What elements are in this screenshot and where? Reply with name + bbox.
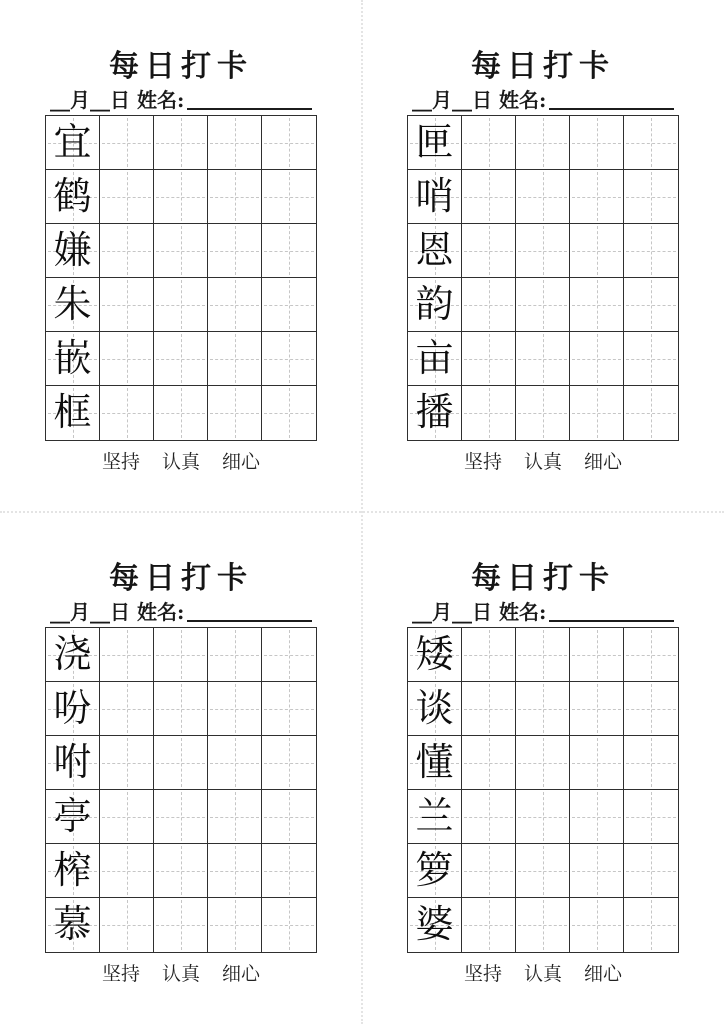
empty-practice-cell [100, 224, 154, 278]
date-name-line [412, 88, 674, 112]
practice-card-bottom-left [0, 512, 362, 1024]
name-blank-line [549, 90, 674, 110]
empty-practice-cell [208, 628, 262, 682]
model-character: 慕 [53, 902, 92, 946]
card-title: 每日打卡 [471, 561, 615, 596]
practice-grid [407, 115, 679, 441]
model-character: 匣 [415, 120, 454, 164]
empty-practice-cell [516, 736, 570, 790]
empty-practice-cell [516, 682, 570, 736]
empty-practice-cell [462, 170, 516, 224]
practice-card-top-right [362, 0, 724, 512]
practice-grid [45, 627, 317, 953]
model-character: 宜 [53, 120, 92, 164]
character-cell [46, 628, 100, 682]
empty-practice-cell [570, 224, 624, 278]
empty-practice-cell [154, 844, 208, 898]
empty-practice-cell [154, 224, 208, 278]
empty-practice-cell [154, 170, 208, 224]
model-character: 朱 [53, 282, 92, 326]
empty-practice-cell [570, 170, 624, 224]
model-character: 亩 [415, 336, 454, 380]
empty-practice-cell [462, 682, 516, 736]
empty-practice-cell [262, 332, 316, 386]
empty-practice-cell [262, 790, 316, 844]
model-character: 恩 [415, 228, 454, 272]
character-cell [408, 332, 462, 386]
empty-practice-cell [570, 386, 624, 440]
character-cell [46, 278, 100, 332]
model-character: 亭 [53, 794, 92, 838]
model-character: 兰 [415, 794, 454, 838]
model-character: 婆 [415, 902, 454, 946]
model-character: 箩 [415, 848, 454, 892]
empty-practice-cell [208, 116, 262, 170]
empty-practice-cell [570, 116, 624, 170]
empty-practice-cell [154, 790, 208, 844]
model-character: 嫌 [53, 228, 92, 272]
character-cell [46, 116, 100, 170]
empty-practice-cell [516, 278, 570, 332]
empty-practice-cell [262, 682, 316, 736]
empty-practice-cell [100, 116, 154, 170]
empty-practice-cell [516, 116, 570, 170]
motto-text: 坚持 认真 细心 [101, 451, 261, 473]
name-blank-line [187, 90, 312, 110]
character-cell [46, 790, 100, 844]
empty-practice-cell [624, 844, 678, 898]
character-cell [46, 736, 100, 790]
empty-practice-cell [462, 628, 516, 682]
card-title: 每日打卡 [109, 561, 253, 596]
empty-practice-cell [462, 844, 516, 898]
empty-practice-cell [462, 116, 516, 170]
empty-practice-cell [516, 386, 570, 440]
empty-practice-cell [262, 844, 316, 898]
date-name-line [50, 88, 312, 112]
empty-practice-cell [100, 898, 154, 952]
empty-practice-cell [570, 898, 624, 952]
model-character: 吩 [53, 686, 92, 730]
empty-practice-cell [208, 790, 262, 844]
card-title: 每日打卡 [109, 49, 253, 84]
empty-practice-cell [154, 898, 208, 952]
empty-practice-cell [262, 278, 316, 332]
model-character: 嵌 [53, 336, 92, 380]
model-character: 鹤 [53, 174, 92, 218]
practice-grid [45, 115, 317, 441]
character-cell [408, 736, 462, 790]
character-cell [408, 682, 462, 736]
empty-practice-cell [462, 224, 516, 278]
empty-practice-cell [100, 844, 154, 898]
empty-practice-cell [208, 224, 262, 278]
empty-practice-cell [208, 898, 262, 952]
empty-practice-cell [462, 898, 516, 952]
empty-practice-cell [624, 790, 678, 844]
date-name-label: __月__日 姓名: [412, 600, 547, 624]
empty-practice-cell [516, 628, 570, 682]
empty-practice-cell [570, 844, 624, 898]
character-cell [408, 386, 462, 440]
name-blank-line [187, 602, 312, 622]
empty-practice-cell [570, 332, 624, 386]
empty-practice-cell [624, 278, 678, 332]
empty-practice-cell [570, 278, 624, 332]
practice-grid [407, 627, 679, 953]
empty-practice-cell [262, 736, 316, 790]
character-cell [46, 224, 100, 278]
empty-practice-cell [208, 682, 262, 736]
model-character: 韵 [415, 282, 454, 326]
character-cell [46, 844, 100, 898]
empty-practice-cell [624, 170, 678, 224]
character-cell [408, 790, 462, 844]
empty-practice-cell [208, 332, 262, 386]
date-name-label: __月__日 姓名: [50, 600, 185, 624]
model-character: 播 [415, 390, 454, 434]
empty-practice-cell [262, 898, 316, 952]
empty-practice-cell [624, 898, 678, 952]
character-cell [46, 386, 100, 440]
empty-practice-cell [570, 790, 624, 844]
empty-practice-cell [208, 736, 262, 790]
date-name-line [50, 600, 312, 624]
empty-practice-cell [570, 628, 624, 682]
character-cell [408, 628, 462, 682]
character-cell [46, 898, 100, 952]
empty-practice-cell [624, 628, 678, 682]
empty-practice-cell [100, 386, 154, 440]
empty-practice-cell [516, 790, 570, 844]
empty-practice-cell [154, 682, 208, 736]
character-cell [408, 224, 462, 278]
empty-practice-cell [100, 790, 154, 844]
empty-practice-cell [208, 278, 262, 332]
empty-practice-cell [516, 170, 570, 224]
empty-practice-cell [462, 386, 516, 440]
empty-practice-cell [154, 628, 208, 682]
empty-practice-cell [100, 170, 154, 224]
name-blank-line [549, 602, 674, 622]
character-cell [46, 332, 100, 386]
empty-practice-cell [516, 332, 570, 386]
empty-practice-cell [462, 278, 516, 332]
empty-practice-cell [624, 332, 678, 386]
empty-practice-cell [208, 170, 262, 224]
model-character: 榨 [53, 848, 92, 892]
model-character: 矮 [415, 632, 454, 676]
practice-card-bottom-right [362, 512, 724, 1024]
character-cell [408, 898, 462, 952]
empty-practice-cell [624, 736, 678, 790]
empty-practice-cell [462, 332, 516, 386]
character-cell [408, 844, 462, 898]
empty-practice-cell [624, 116, 678, 170]
empty-practice-cell [570, 736, 624, 790]
empty-practice-cell [516, 224, 570, 278]
empty-practice-cell [624, 386, 678, 440]
model-character: 浇 [53, 632, 92, 676]
character-cell [408, 278, 462, 332]
model-character: 哨 [415, 174, 454, 218]
empty-practice-cell [100, 736, 154, 790]
motto-text: 坚持 认真 细心 [463, 963, 623, 985]
character-cell [46, 170, 100, 224]
practice-card-top-left [0, 0, 362, 512]
model-character: 谈 [415, 686, 454, 730]
character-cell [46, 682, 100, 736]
empty-practice-cell [516, 844, 570, 898]
empty-practice-cell [624, 224, 678, 278]
empty-practice-cell [100, 332, 154, 386]
empty-practice-cell [462, 736, 516, 790]
empty-practice-cell [154, 332, 208, 386]
empty-practice-cell [208, 844, 262, 898]
date-name-line [412, 600, 674, 624]
empty-practice-cell [154, 386, 208, 440]
model-character: 懂 [415, 740, 454, 784]
empty-practice-cell [208, 386, 262, 440]
date-name-label: __月__日 姓名: [412, 88, 547, 112]
card-title: 每日打卡 [471, 49, 615, 84]
empty-practice-cell [262, 224, 316, 278]
date-name-label: __月__日 姓名: [50, 88, 185, 112]
empty-practice-cell [570, 682, 624, 736]
empty-practice-cell [154, 736, 208, 790]
empty-practice-cell [262, 386, 316, 440]
empty-practice-cell [262, 116, 316, 170]
motto-text: 坚持 认真 细心 [101, 963, 261, 985]
character-cell [408, 170, 462, 224]
empty-practice-cell [462, 790, 516, 844]
empty-practice-cell [516, 898, 570, 952]
model-character: 咐 [53, 740, 92, 784]
model-character: 框 [53, 390, 92, 434]
character-cell [408, 116, 462, 170]
empty-practice-cell [100, 278, 154, 332]
empty-practice-cell [262, 628, 316, 682]
empty-practice-cell [624, 682, 678, 736]
empty-practice-cell [154, 278, 208, 332]
empty-practice-cell [154, 116, 208, 170]
empty-practice-cell [262, 170, 316, 224]
empty-practice-cell [100, 628, 154, 682]
empty-practice-cell [100, 682, 154, 736]
motto-text: 坚持 认真 细心 [463, 451, 623, 473]
